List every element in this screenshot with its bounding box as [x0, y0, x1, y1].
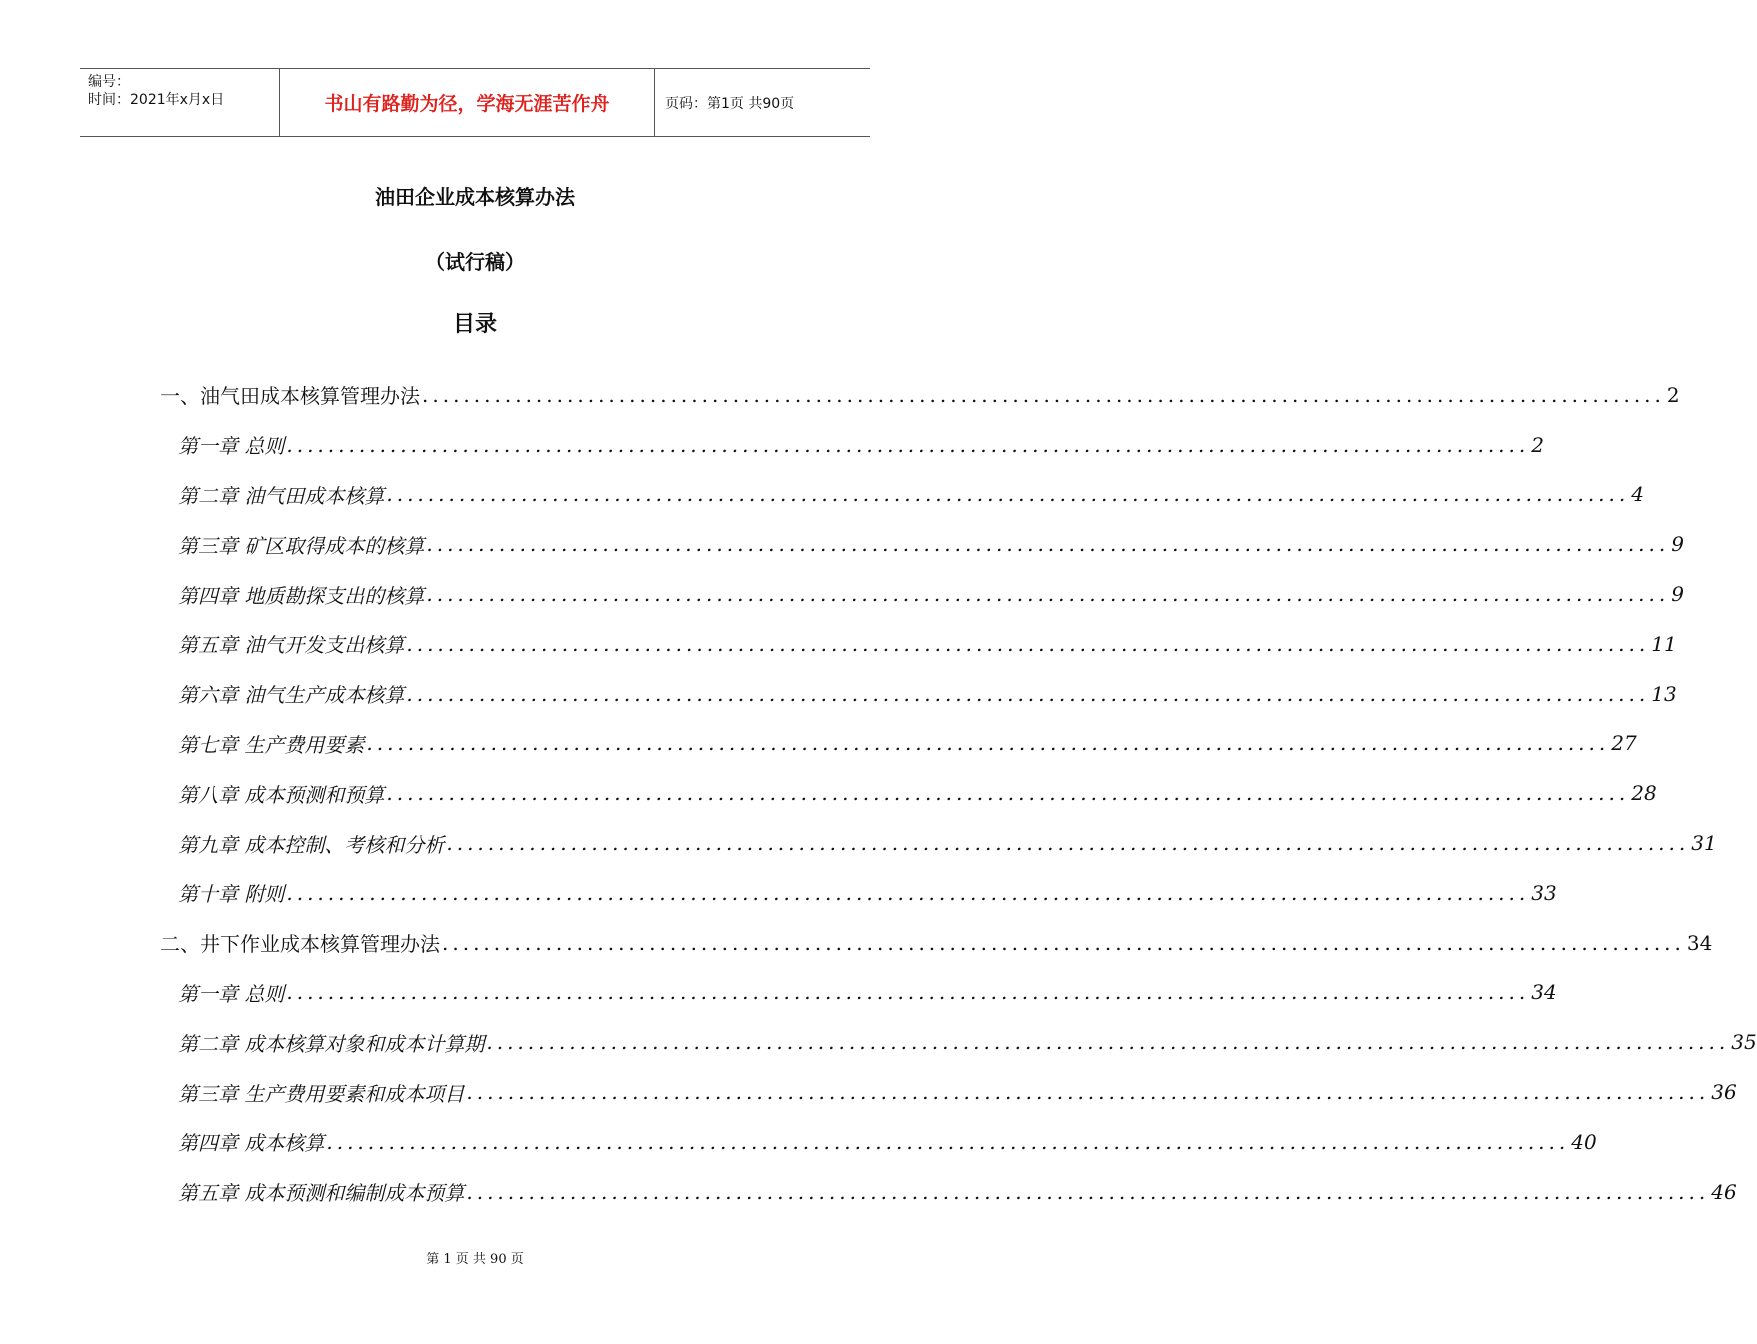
toc-entry-page: 27	[1611, 731, 1637, 756]
toc-entry-label: 第二章 成本核算对象和成本计算期	[178, 1031, 485, 1056]
table-of-contents	[160, 370, 1757, 1217]
toc-entry-page: 9	[1671, 532, 1684, 557]
toc-leader-dots: ........................................................................................................................	[286, 880, 1530, 905]
toc-leader-dots: ........................................................................................................................	[446, 831, 1690, 856]
toc-leader-dots: ........................................................................................................................	[426, 532, 1670, 557]
toc-entry[interactable]	[160, 470, 1644, 520]
toc-entry-label: 第四章 地质勘探支出的核算	[178, 583, 425, 608]
toc-entry-label: 第四章 成本核算	[178, 1131, 325, 1156]
toc-entry[interactable]	[160, 519, 1684, 569]
toc-leader-dots: ........................................................................................................................	[466, 1080, 1710, 1105]
toc-entry-label: 第六章 油气生产成本核算	[178, 683, 405, 708]
toc-entry-page: 46	[1711, 1179, 1737, 1204]
toc-leader-dots: ........................................................................................................................	[386, 482, 1630, 507]
page-header	[80, 68, 870, 137]
toc-entry[interactable]	[160, 1167, 1737, 1217]
toc-entry-label: 第一章 总则	[178, 981, 285, 1006]
toc-entry[interactable]	[160, 768, 1657, 818]
toc-leader-dots: ........................................................................................................................	[426, 582, 1670, 607]
toc-entry-label: 第八章 成本预测和预算	[178, 782, 385, 807]
toc-leader-dots: ........................................................................................................................	[442, 930, 1685, 955]
document-subtitle: （试行稿）	[425, 250, 525, 274]
toc-leader-dots: ........................................................................................................................	[466, 1179, 1710, 1204]
toc-entry[interactable]	[160, 420, 1544, 470]
toc-entry[interactable]	[160, 1017, 1757, 1067]
toc-entry[interactable]	[160, 1117, 1597, 1167]
toc-entry-page: 4	[1631, 482, 1644, 507]
toc-entry-label: 一、油气田成本核算管理办法	[160, 384, 420, 409]
toc-leader-dots: ........................................................................................................................	[406, 681, 1650, 706]
toc-leader-dots: ........................................................................................................................	[406, 631, 1650, 656]
toc-leader-dots: ........................................................................................................................	[286, 432, 1530, 457]
toc-entry[interactable]	[160, 968, 1557, 1018]
toc-entry-label: 第九章 成本控制、考核和分析	[178, 832, 445, 857]
toc-entry-label: 第十章 附则	[178, 882, 285, 907]
toc-entry[interactable]	[160, 818, 1717, 868]
toc-entry[interactable]	[160, 719, 1637, 769]
toc-entry-page: 34	[1686, 930, 1713, 955]
toc-entry[interactable]	[160, 1067, 1737, 1117]
toc-entry-label: 第七章 生产费用要素	[178, 732, 365, 757]
toc-entry-label: 第五章 成本预测和编制成本预算	[178, 1181, 465, 1206]
toc-entry[interactable]	[160, 669, 1677, 719]
header-number-label: 编号：	[88, 74, 130, 90]
toc-leader-dots: ........................................................................................................................	[422, 382, 1665, 407]
toc-entry[interactable]	[160, 918, 1713, 968]
toc-leader-dots: ........................................................................................................................	[286, 980, 1530, 1005]
toc-entry-label: 第三章 矿区取得成本的核算	[178, 533, 425, 558]
toc-entry-page: 36	[1711, 1080, 1737, 1105]
header-page-info: 页码：第1页 共90页	[665, 95, 795, 112]
toc-leader-dots: ........................................................................................................................	[486, 1030, 1730, 1055]
toc-heading: 目录	[452, 312, 497, 337]
toc-entry-page: 40	[1571, 1129, 1597, 1154]
document-title: 油田企业成本核算办法	[375, 185, 575, 209]
toc-entry-page: 31	[1691, 831, 1717, 856]
toc-entry-page: 33	[1531, 880, 1557, 905]
toc-entry-label: 第二章 油气田成本核算	[178, 483, 385, 508]
page-footer: 第 1 页 共 90 页	[426, 1252, 524, 1267]
toc-entry-page: 13	[1651, 681, 1677, 706]
toc-entry-label: 二、井下作业成本核算管理办法	[160, 932, 440, 957]
toc-entry-page: 9	[1671, 582, 1684, 607]
toc-entry-page: 28	[1631, 781, 1657, 806]
toc-entry-page: 11	[1651, 631, 1677, 656]
toc-entry[interactable]	[160, 370, 1680, 420]
header-meta	[80, 69, 280, 136]
toc-entry[interactable]	[160, 619, 1677, 669]
toc-entry-label: 第五章 油气开发支出核算	[178, 633, 405, 658]
toc-entry-page: 34	[1531, 980, 1557, 1005]
toc-leader-dots: ........................................................................................................................	[386, 781, 1630, 806]
toc-entry[interactable]	[160, 868, 1557, 918]
toc-entry-page: 2	[1531, 432, 1544, 457]
header-motto: 书山有路勤为径，学海无涯苦作舟	[280, 69, 655, 136]
toc-entry-label: 第一章 总则	[178, 434, 285, 459]
toc-entry-page: 2	[1666, 382, 1680, 407]
header-time-label: 时间：2021年x月x日	[88, 92, 225, 108]
toc-entry[interactable]	[160, 569, 1684, 619]
toc-leader-dots: ........................................................................................................................	[326, 1129, 1570, 1154]
toc-leader-dots: ........................................................................................................................	[366, 731, 1610, 756]
toc-entry-label: 第三章 生产费用要素和成本项目	[178, 1081, 465, 1106]
toc-entry-page: 35	[1731, 1030, 1757, 1055]
